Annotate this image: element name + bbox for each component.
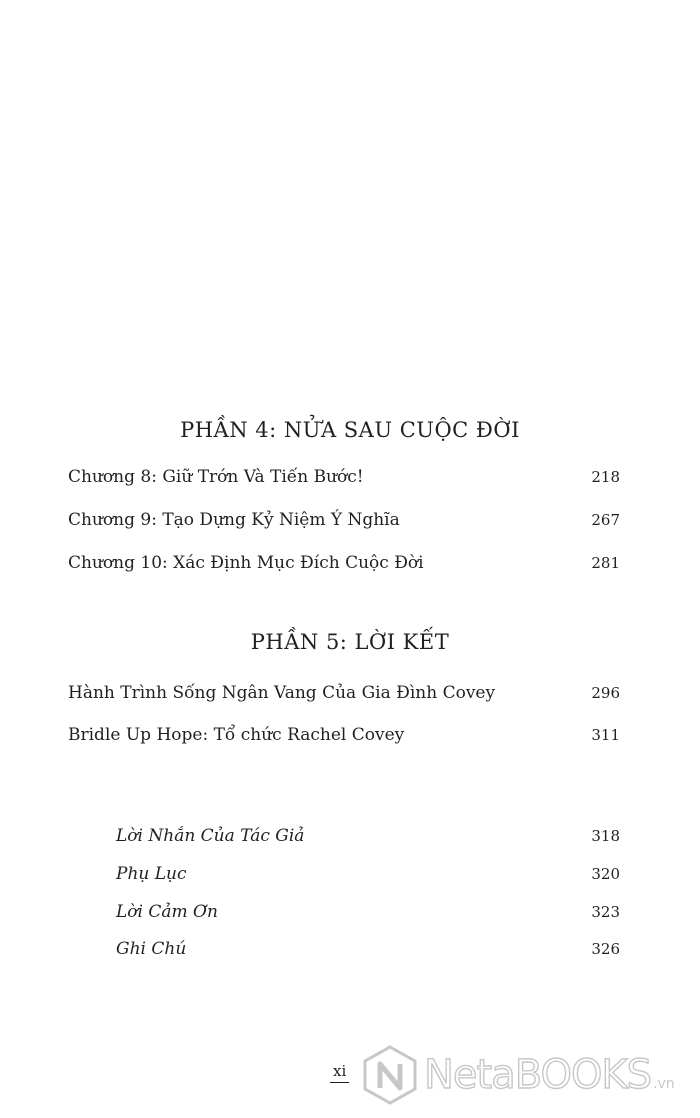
watermark [362,1040,692,1110]
backmatter-entry[interactable] [116,939,620,965]
backmatter-entry[interactable] [116,902,620,928]
backmatter-entry-page: 318 [591,827,620,845]
watermark-suffix: .vn [653,1076,675,1092]
backmatter-entry-page: 323 [591,903,620,921]
toc-entry-label: Chương 10: Xác Định Mục Đích Cuộc Đời [68,553,424,573]
toc-entry[interactable] [68,467,620,493]
backmatter-entry[interactable] [116,826,620,852]
toc-entry[interactable] [68,510,620,536]
toc-entry-page: 267 [591,511,620,529]
backmatter-entry-label: Ghi Chú [116,939,187,959]
toc-entry-page: 296 [591,684,620,702]
toc-entry-label: Bridle Up Hope: Tổ chức Rachel Covey [68,725,405,745]
netabooks-logo-icon [362,1044,418,1106]
toc-entry-page: 311 [591,726,620,744]
toc-entry-label: Chương 8: Giữ Trớn Và Tiến Bước! [68,467,364,487]
toc-entry-label: Chương 9: Tạo Dựng Kỷ Niệm Ý Nghĩa [68,510,400,530]
toc-entry-label: Hành Trình Sống Ngân Vang Của Gia Đình Covey [68,683,496,703]
backmatter-entry-label: Lời Cảm Ơn [116,902,218,922]
toc-entry-page: 281 [591,554,620,572]
backmatter-entry-label: Phụ Lục [116,864,187,884]
toc-entry[interactable] [68,725,620,751]
backmatter-entry-page: 320 [591,865,620,883]
page-number: xi [330,1062,349,1083]
backmatter-entry-page: 326 [591,940,620,958]
toc-entry[interactable] [68,553,620,579]
backmatter-entry[interactable] [116,864,620,890]
part-5-title: PHẦN 5: LỜI KẾT [250,630,450,654]
toc-entry-page: 218 [591,468,620,486]
backmatter-entry-label: Lời Nhắn Của Tác Giả [116,826,305,846]
toc-entry[interactable] [68,683,620,709]
part-4-title: PHẦN 4: NỬA SAU CUỘC ĐỜI [180,418,520,442]
watermark-brand: NetaBOOKS [424,1052,652,1098]
